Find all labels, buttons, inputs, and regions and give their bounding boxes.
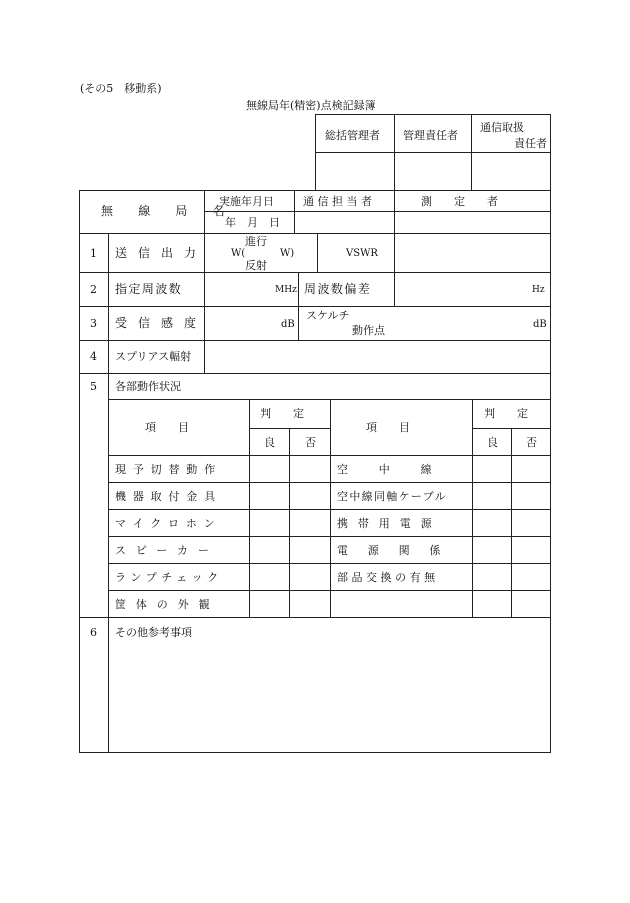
status-item-right: 携帯用電源 bbox=[337, 517, 442, 530]
general-manager-label: 総括管理者 bbox=[325, 129, 380, 142]
row-number: 5 bbox=[90, 380, 97, 393]
bad-header-right: 否 bbox=[526, 436, 537, 449]
hz-unit: Hz bbox=[532, 285, 545, 295]
page-title: 無線局年(精密)点検記録簿 bbox=[246, 99, 376, 112]
tx-power-label: 送 信 出 力 bbox=[115, 246, 200, 260]
row-number: 6 bbox=[90, 626, 97, 639]
table-line bbox=[79, 233, 551, 234]
other-remarks-label: その他参考事項 bbox=[115, 626, 192, 639]
mhz-unit: MHz bbox=[275, 285, 297, 295]
row-number: 2 bbox=[90, 283, 97, 296]
status-item-left: 現予切替動作 bbox=[115, 463, 222, 476]
date-label: 実施年月日 bbox=[219, 195, 274, 208]
table-line bbox=[298, 272, 299, 340]
db-unit: dB bbox=[281, 319, 295, 330]
status-item-left: 機器取付金具 bbox=[115, 490, 222, 503]
table-line bbox=[317, 233, 318, 272]
frequency-deviation-label: 周波数偏差 bbox=[304, 282, 372, 296]
table-line bbox=[394, 190, 395, 306]
measurer-label: 測 定 者 bbox=[421, 195, 498, 208]
table-line bbox=[79, 340, 551, 341]
vswr-label: VSWR bbox=[346, 248, 378, 259]
comm-manager-label-2: 責任者 bbox=[514, 137, 547, 150]
squelch-label-1: スケルチ bbox=[306, 309, 350, 322]
forward-label: 進行 bbox=[245, 235, 267, 248]
manager-label: 管理責任者 bbox=[403, 129, 458, 142]
table-line bbox=[79, 373, 551, 374]
table-line bbox=[289, 428, 290, 617]
series-label: (その5 移動系) bbox=[80, 82, 162, 95]
operator-label: 通 信 担 当 者 bbox=[303, 195, 372, 208]
status-item-left: ランプチェック bbox=[115, 571, 223, 584]
date-value: 年 月 日 bbox=[225, 216, 280, 229]
table-line bbox=[79, 190, 551, 191]
table-line bbox=[472, 399, 473, 617]
bad-header-left: 否 bbox=[305, 436, 316, 449]
table-line bbox=[511, 428, 512, 617]
judge-header-right: 判 定 bbox=[484, 407, 528, 420]
status-item-left: 筐体の外観 bbox=[115, 598, 220, 611]
table-line bbox=[79, 190, 80, 753]
watt-close: W) bbox=[280, 248, 295, 259]
status-item-right: 部品交換の有無 bbox=[337, 571, 439, 584]
squelch-db-unit: dB bbox=[533, 319, 547, 330]
item-header-left: 項 目 bbox=[145, 421, 189, 434]
row-number: 1 bbox=[90, 247, 97, 260]
status-item-right: 電 源 関 係 bbox=[337, 544, 445, 557]
good-header-left: 良 bbox=[264, 436, 275, 449]
row-number: 4 bbox=[90, 350, 97, 363]
row-number: 3 bbox=[90, 317, 97, 330]
item-header-right: 項 目 bbox=[366, 421, 410, 434]
approval-line bbox=[550, 114, 551, 190]
table-line bbox=[79, 306, 551, 307]
table-line bbox=[79, 272, 551, 273]
good-header-right: 良 bbox=[487, 436, 498, 449]
table-line bbox=[79, 752, 551, 753]
judge-header-left: 判 定 bbox=[260, 407, 304, 420]
rx-sensitivity-label: 受 信 感 度 bbox=[115, 316, 200, 330]
approval-line bbox=[471, 114, 472, 190]
squelch-label-2: 動作点 bbox=[352, 324, 385, 337]
reflected-label: 反射 bbox=[245, 259, 267, 272]
status-item-left: スピーカー bbox=[115, 544, 219, 557]
station-name-label: 無 線 局 名 bbox=[101, 204, 232, 218]
status-item-left: マイクロホン bbox=[115, 517, 222, 530]
spurious-label: スプリアス輻射 bbox=[115, 350, 192, 363]
table-line bbox=[79, 617, 551, 618]
status-item-right: 空中線同軸ケーブル bbox=[337, 490, 447, 503]
table-line bbox=[249, 399, 250, 617]
section-status-label: 各部動作状況 bbox=[115, 380, 181, 393]
table-line bbox=[550, 190, 551, 753]
table-line bbox=[330, 399, 331, 617]
assigned-frequency-label: 指定周波数 bbox=[115, 282, 183, 296]
approval-line bbox=[394, 114, 395, 190]
status-item-right: 空 中 線 bbox=[337, 463, 442, 476]
comm-manager-label-1: 通信取扱 bbox=[480, 121, 524, 134]
watt-open: W( bbox=[231, 248, 246, 259]
approval-line bbox=[315, 114, 551, 115]
approval-line bbox=[315, 152, 551, 153]
table-line bbox=[108, 233, 109, 753]
table-line bbox=[294, 190, 295, 233]
table-line bbox=[204, 211, 551, 212]
approval-line bbox=[315, 114, 316, 190]
